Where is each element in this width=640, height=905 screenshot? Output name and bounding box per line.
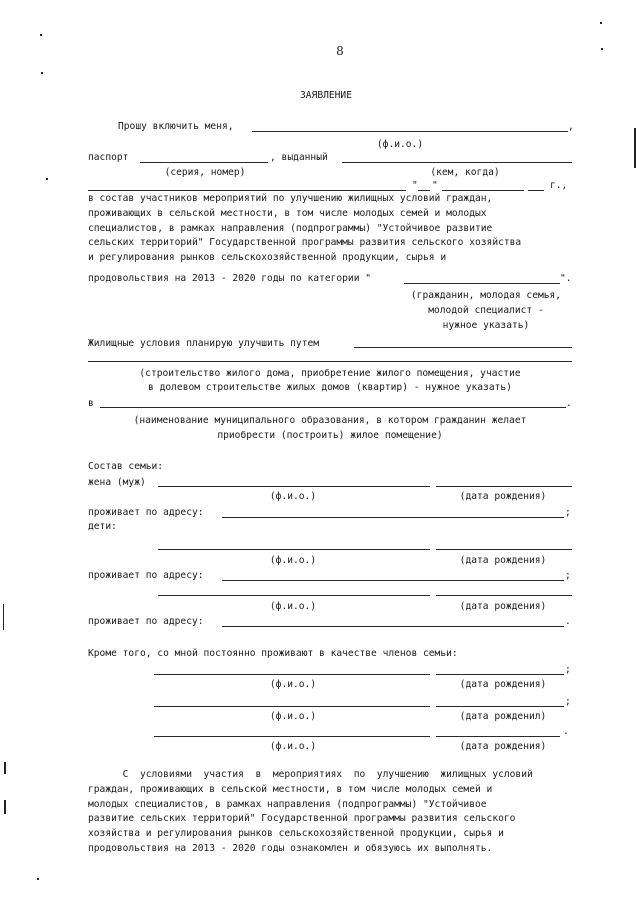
request-comma: , bbox=[568, 121, 574, 132]
issue-year-field[interactable] bbox=[528, 190, 544, 191]
issued-label: , выданный bbox=[270, 152, 328, 163]
other-2-semicolon: ; bbox=[565, 696, 571, 707]
child-2-address-period: . bbox=[565, 616, 571, 627]
child-1-birth-hint: (дата рождения) bbox=[459, 555, 547, 566]
scan-mark bbox=[4, 762, 6, 774]
spouse-address-semicolon: ; bbox=[565, 507, 571, 518]
municipality-suffix: . bbox=[566, 398, 572, 409]
program-line-text: сельских территорий" Государственной программы развития сельского хозяйства bbox=[88, 237, 522, 249]
spouse-birth-field[interactable] bbox=[436, 486, 572, 487]
other-2-birth-hint: (дата рожденил) bbox=[459, 711, 547, 722]
child-1-address-semicolon: ; bbox=[565, 570, 571, 581]
form-title: ЗАЯВЛЕНИЕ bbox=[300, 90, 352, 101]
date-open-quote: " bbox=[412, 180, 418, 191]
applicant-name-field[interactable] bbox=[252, 131, 568, 132]
child-2-birth-hint: (дата рождения) bbox=[459, 601, 547, 612]
program-line-text: специалистов, в рамках направления (подпрограммы) "Устойчивое развитие bbox=[88, 222, 493, 234]
program-paragraph bbox=[88, 192, 572, 266]
closing-line bbox=[88, 783, 572, 798]
series-hint: (серия, номер) bbox=[164, 167, 246, 178]
other-3-name-field[interactable] bbox=[154, 736, 430, 737]
scan-mark bbox=[40, 34, 42, 36]
closing-line bbox=[88, 768, 572, 783]
request-prefix: Прошу включить меня, bbox=[118, 121, 234, 132]
program-line bbox=[88, 192, 572, 207]
spouse-address-field[interactable] bbox=[222, 517, 564, 518]
scan-mark bbox=[601, 48, 603, 50]
municipality-prefix: в bbox=[88, 398, 94, 409]
category-hint-2: молодой специалист - bbox=[428, 305, 544, 316]
child-1-birth-field[interactable] bbox=[436, 549, 572, 550]
scan-mark bbox=[3, 604, 4, 630]
scan-mark bbox=[600, 22, 602, 24]
child-1-name-field[interactable] bbox=[158, 549, 430, 550]
issue-day-field[interactable] bbox=[418, 190, 430, 191]
closing-paragraph bbox=[88, 768, 572, 857]
category-suffix: ". bbox=[560, 273, 572, 284]
child-1-address-field[interactable] bbox=[222, 580, 564, 581]
housing-label: Жилищные условия планирую улучшить путем bbox=[88, 338, 320, 349]
other-1-semicolon: ; bbox=[565, 664, 571, 675]
spouse-address-label: проживает по адресу: bbox=[88, 507, 204, 518]
program-line-text: проживающих в сельской местности, в том числе молодых семей и молодых bbox=[88, 207, 487, 219]
other-2-birth-field[interactable] bbox=[436, 706, 564, 707]
other-2-name-field[interactable] bbox=[154, 706, 430, 707]
closing-line bbox=[88, 827, 572, 842]
scan-mark bbox=[46, 178, 48, 180]
passport-number-field[interactable] bbox=[140, 162, 268, 163]
program-line bbox=[88, 222, 572, 237]
child-2-address-label: проживает по адресу: bbox=[88, 616, 204, 627]
closing-line-text: развитие сельских территорий" Государственной программы развития сельского bbox=[88, 813, 516, 825]
date-close-quote: " bbox=[432, 180, 438, 191]
other-2-fio-hint: (ф.и.о.) bbox=[269, 711, 317, 722]
closing-line bbox=[88, 842, 572, 857]
scan-mark bbox=[4, 800, 6, 814]
closing-line-text: С условиями участия в мероприятиях по улучшению жилищных условий bbox=[88, 769, 533, 780]
other-1-name-field[interactable] bbox=[154, 674, 430, 675]
housing-hint-1: (строительство жилого дома, приобретение жилого помещения, участие bbox=[139, 368, 521, 379]
closing-line-text: молодых специалистов, в рамках направления (подпрограммы) "Устойчивое bbox=[88, 798, 487, 810]
program-line bbox=[88, 251, 572, 266]
issued-place-field[interactable] bbox=[88, 190, 406, 191]
other-3-fio-hint: (ф.и.о.) bbox=[269, 741, 317, 752]
page-number: 8 bbox=[336, 44, 344, 58]
issued-by-hint: (кем, когда) bbox=[430, 167, 500, 178]
scan-mark bbox=[41, 72, 43, 74]
children-label: дети: bbox=[88, 521, 117, 532]
spouse-name-field[interactable] bbox=[158, 486, 430, 487]
others-label: Кроме того, со мной постоянно проживают в качестве членов семьи: bbox=[88, 648, 458, 659]
fio-hint: (ф.и.о.) bbox=[376, 139, 424, 150]
other-1-birth-field[interactable] bbox=[436, 674, 564, 675]
passport-label: паспорт bbox=[88, 152, 129, 163]
closing-line bbox=[88, 798, 572, 813]
issue-month-field[interactable] bbox=[442, 190, 524, 191]
other-1-birth-hint: (дата рождения) bbox=[459, 679, 547, 690]
child-2-address-field[interactable] bbox=[222, 626, 564, 627]
other-3-birth-field[interactable] bbox=[436, 736, 560, 737]
passport-issued-by-field[interactable] bbox=[342, 162, 572, 163]
category-hint-3: нужное указать) bbox=[442, 320, 530, 331]
family-title: Состав семьи: bbox=[88, 461, 164, 472]
child-2-fio-hint: (ф.и.о.) bbox=[269, 601, 317, 612]
municipality-field[interactable] bbox=[100, 407, 566, 408]
program-line-text: в состав участников мероприятий по улучшению жилищных условий граждан, bbox=[88, 193, 493, 204]
housing-method-field[interactable] bbox=[354, 347, 572, 348]
other-1-fio-hint: (ф.и.о.) bbox=[269, 679, 317, 690]
municipality-hint-2: приобрести (построить) жилое помещение) bbox=[217, 430, 443, 441]
other-3-period: . bbox=[563, 726, 569, 737]
closing-line-text: продовольствия на 2013 - 2020 годы ознакомлен и обязуюсь их выполнять. bbox=[88, 842, 493, 854]
municipality-hint-1: (наименование муниципального образования, в котором гражданин желает bbox=[133, 415, 527, 426]
housing-hint-2: в долевом строительстве жилых домов (квартир) - нужное указать) bbox=[148, 382, 512, 393]
child-2-name-field[interactable] bbox=[158, 595, 430, 596]
child-1-address-label: проживает по адресу: bbox=[88, 570, 204, 581]
scan-mark bbox=[634, 128, 636, 168]
spouse-label: жена (муж) bbox=[88, 477, 146, 488]
closing-line-text: хозяйства и регулирования рынков сельскохозяйственной продукции, сырья и bbox=[88, 828, 504, 840]
housing-method-field-2[interactable] bbox=[88, 361, 572, 362]
spouse-birth-hint: (дата рождения) bbox=[459, 491, 547, 502]
category-field[interactable] bbox=[404, 283, 560, 284]
other-3-birth-hint: (дата рождения) bbox=[459, 741, 547, 752]
child-2-birth-field[interactable] bbox=[436, 595, 572, 596]
closing-line bbox=[88, 812, 572, 827]
closing-line-text: граждан, проживающих в сельской местности, в том числе молодых семей и bbox=[88, 783, 493, 795]
program-line bbox=[88, 236, 572, 251]
spouse-fio-hint: (ф.и.о.) bbox=[269, 491, 317, 502]
child-1-fio-hint: (ф.и.о.) bbox=[269, 555, 317, 566]
year-suffix: г., bbox=[550, 180, 568, 191]
scan-mark bbox=[37, 878, 39, 880]
category-hint-1: (гражданин, молодая семья, bbox=[410, 290, 562, 301]
category-prefix: продовольствия на 2013 - 2020 годы по категории " bbox=[88, 273, 372, 284]
program-line bbox=[88, 207, 572, 222]
program-line-text: и регулирования рынков сельскохозяйственной продукции, сырья и bbox=[88, 252, 447, 264]
